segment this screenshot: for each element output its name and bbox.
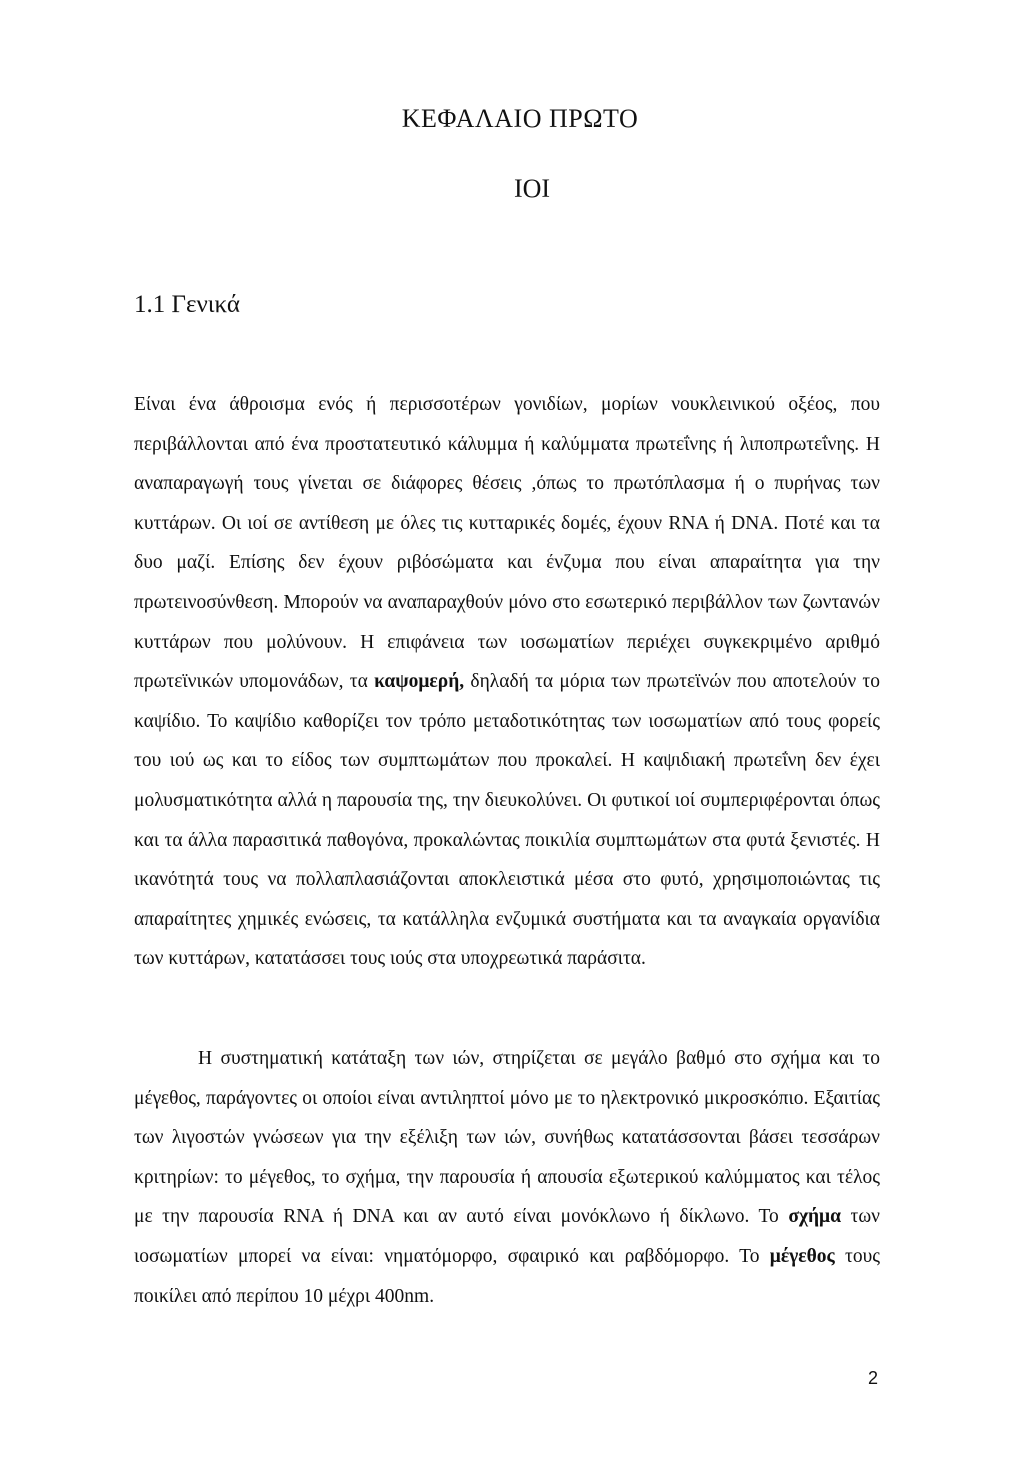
paragraph-classification-text-c: τους ποικίλει από περίπου 10 μέχρι 400nm.	[134, 1245, 881, 1307]
term-size: μέγεθος	[769, 1245, 835, 1267]
term-shape: σχήμα	[788, 1206, 841, 1228]
paragraph-classification	[134, 1039, 880, 1316]
chapter-title: ΚΕΦΑΛΑΙΟ ΠΡΩΤΟ	[401, 104, 639, 133]
term-capsomeres: καψομερή,	[374, 671, 465, 693]
paragraph-intro	[134, 385, 880, 979]
paragraph-classification-text-b: των ιοσωματίων μπορεί να είναι: νηματόμορφο, σφαιρικό και ραβδόμορφο. Το	[134, 1206, 881, 1267]
paragraph-classification-text-a: Η συστηματική κατάταξη των ιών, στηρίζεται σε μεγάλο βαθμό στο σχήμα και το μέγεθος, παράγοντες οι οποίοι είναι αντιληπτοί μόνο με το ηλεκτρονικό μικροσκόπιο. Εξαιτίας των λιγοστών γνώσεων για την εξέλιξη των ιών, συνήθως κατατάσσονται βάσει τεσσάρων κριτηρίων: το μέγεθος, το σχήμα, την παρουσία ή απουσία εξωτερικού καλύμματος και τέλος με την παρουσία RNA ή DNA και αν αυτό είναι μονόκλωνο ή δίκλωνο. Το	[134, 1048, 880, 1228]
paragraph-intro-text-b: δηλαδή τα μόρια των πρωτεϊνών που αποτελούν το καψίδιο. Το καψίδιο καθορίζει τον τρόπο μεταδοτικότητας των ιοσωματίων από τους φορείς του ιού ως και το είδος των συμπτωμάτων που προκαλεί. Η καψιδιακή πρωτεΐνη δεν έχει μολυσματικότητα αλλά η παρουσία της, την διευκολύνει. Οι φυτικοί ιοί συμπεριφέρονται όπως και τα άλλα παρασιτικά παθογόνα, προκαλώντας ποικιλία συμπτωμάτων στα φυτά ξενιστές. Η ικανότητά τους να πολλαπλασιάζονται αποκλειστικά μέσα στο φυτό, χρησιμοποιώντας τις απαραίτητες χημικές ενώσεις, τα κατάλληλα ενζυμικά συστήματα και τα αναγκαία οργανίδια των κυττάρων, κατατάσσει τους ιούς στα υποχρεωτικά παράσιτα.	[134, 671, 881, 970]
section-heading: 1.1 Γενικά	[134, 291, 240, 318]
paragraph-intro-text-a: Είναι ένα άθροισμα ενός ή περισσοτέρων γονιδίων, μορίων νουκλεινικού οξέος, που περιβάλλονται από ένα προστατευτικό κάλυμμα ή καλύμματα πρωτεΐνης ή λιποπρωτεΐνης. Η αναπαραγωγή τους γίνεται σε διάφορες θέσεις ,όπως το πρωτόπλασμα ή ο πυρήνας των κυττάρων. Οι ιοί σε αντίθεση με όλες τις κυτταρικές δομές, έχουν RNA ή DNA. Ποτέ και τα δυο μαζί. Επίσης δεν έχουν ριβόσώματα και ένζυμα που είναι απαραίτητα για την πρωτεινοσύνθεση. Μπορούν να αναπαραχθούν μόνο στο εσωτερικό περιβάλλον των ζωντανών κυττάρων που μολύνουν. Η επιφάνεια των ιοσωματίων περιέχει συγκεκριμένο αριθμό πρωτεϊνικών υπομονάδων, τα	[134, 394, 880, 693]
chapter-subtitle: ΙΟΙ	[513, 174, 551, 203]
page-number: 2	[867, 1368, 878, 1388]
